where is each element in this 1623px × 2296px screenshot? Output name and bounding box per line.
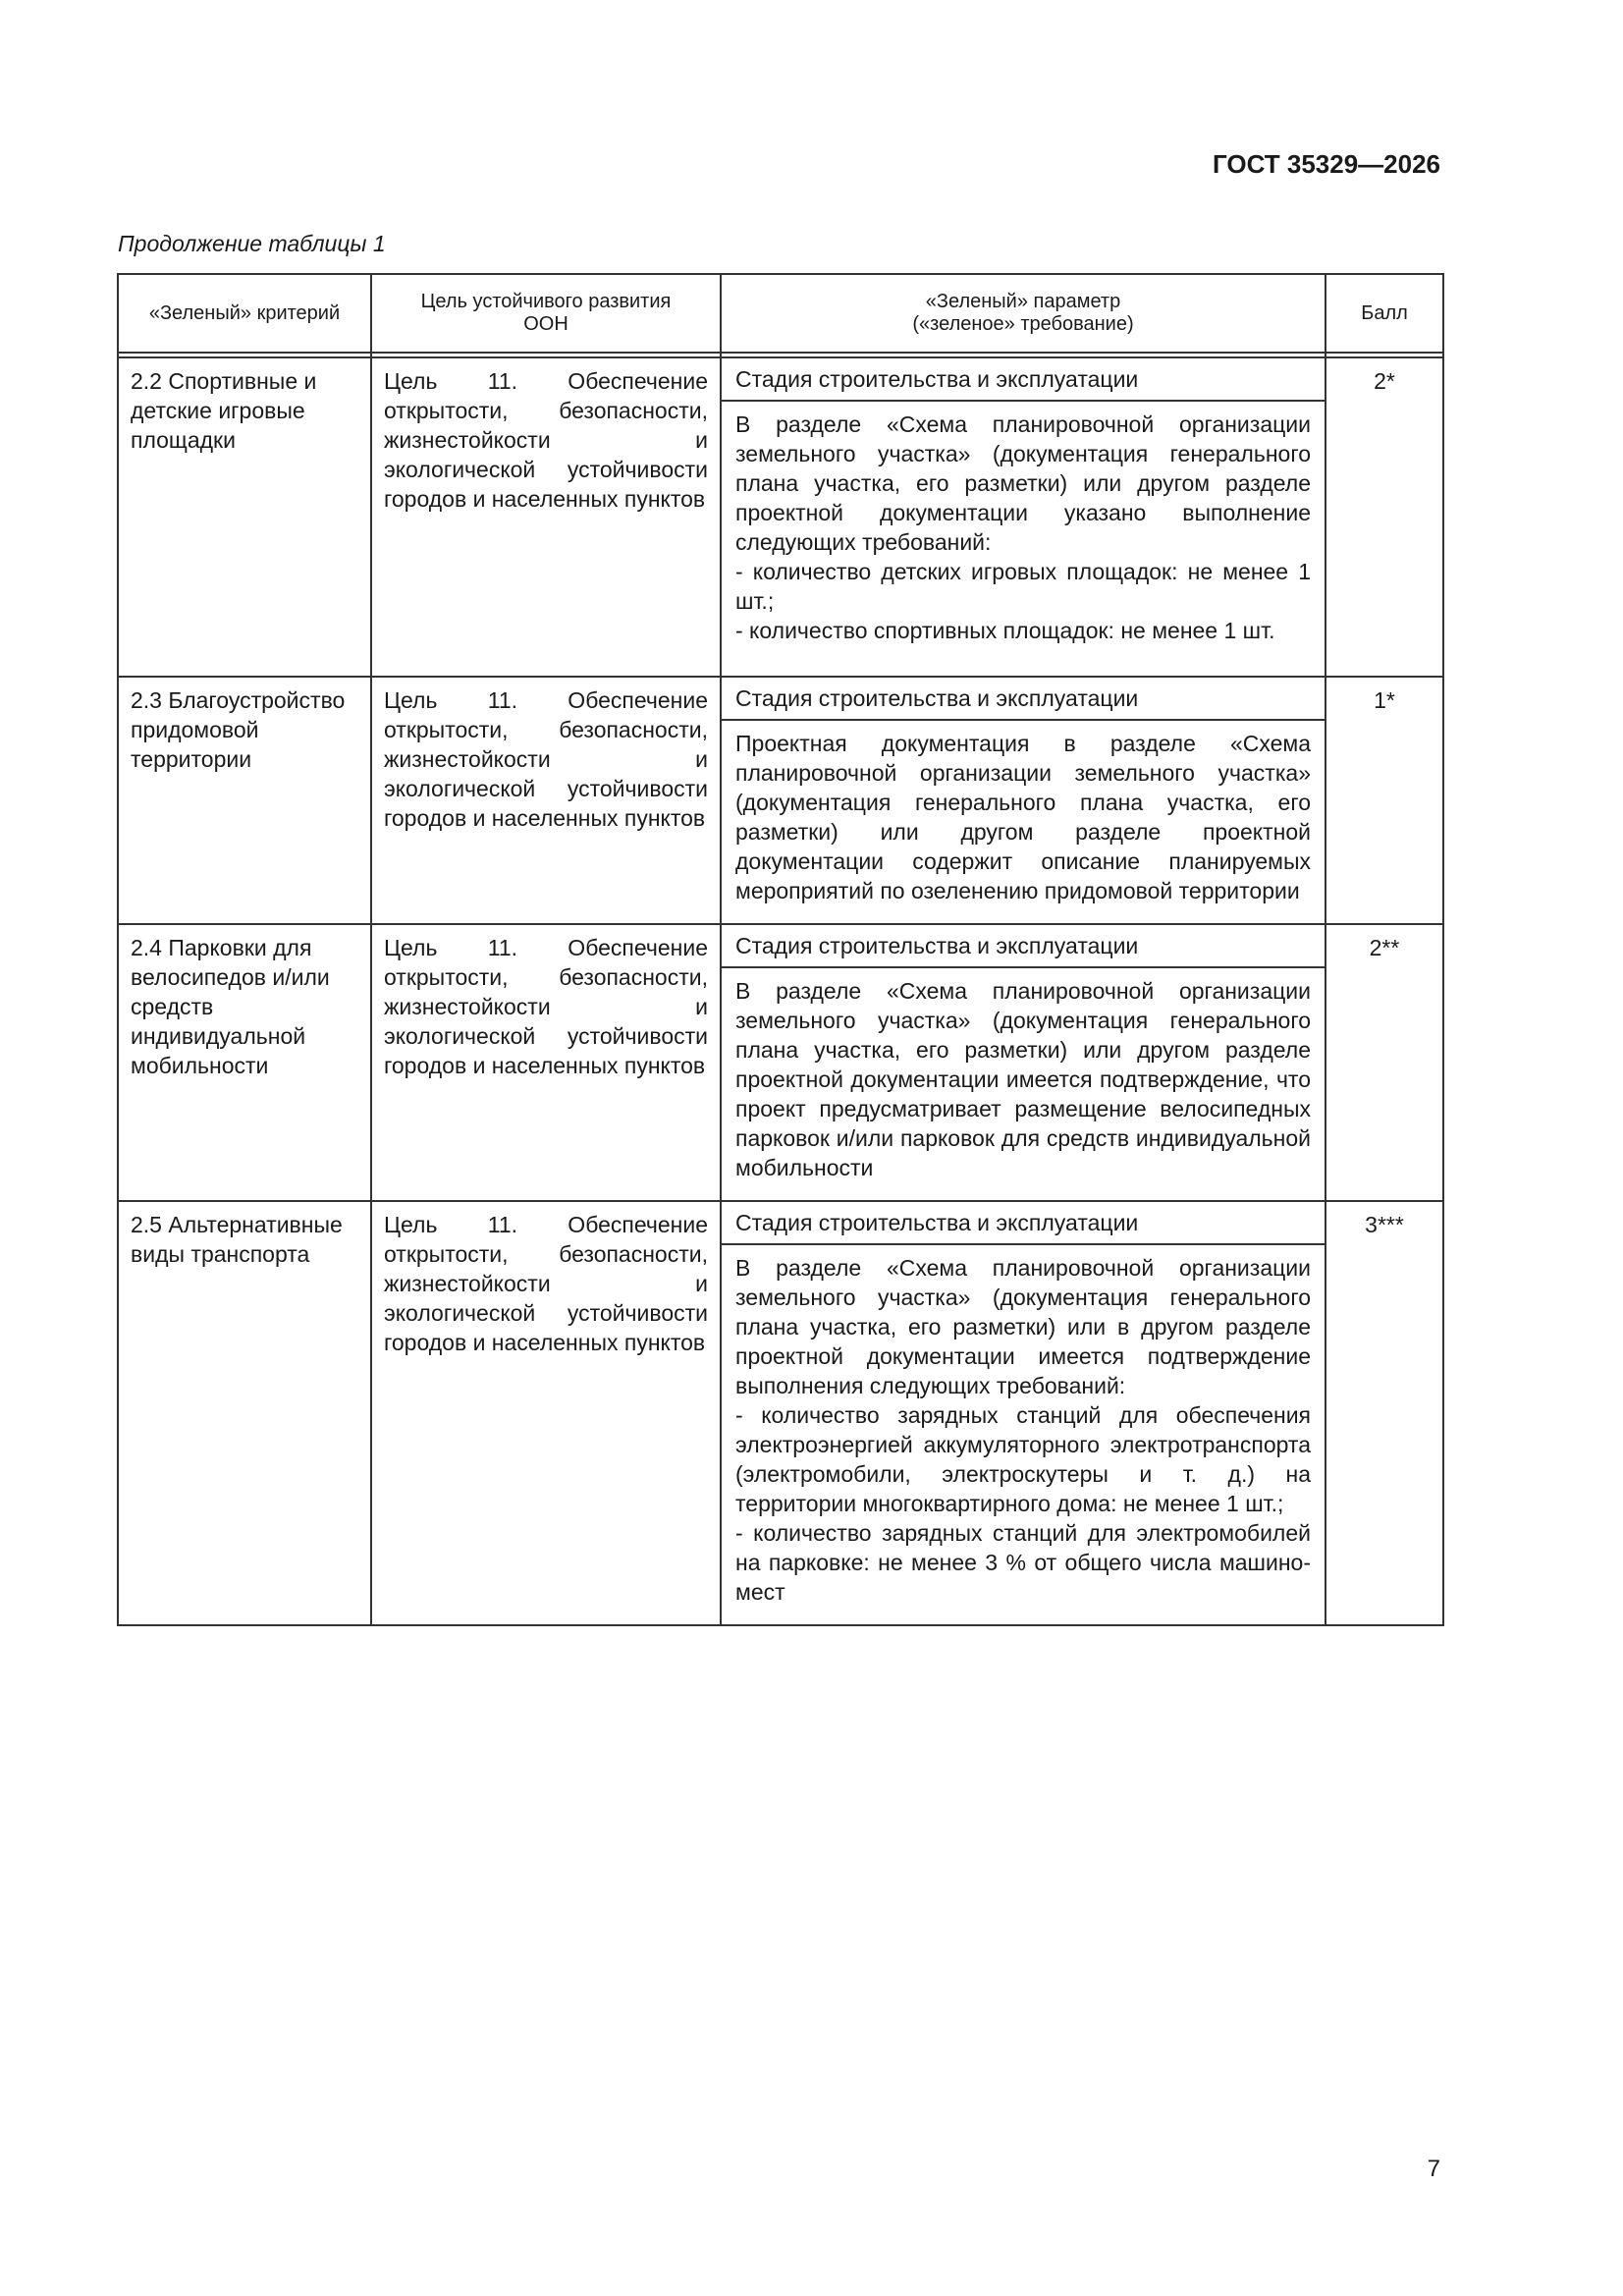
header-parameter: «Зеленый» параметр («зеленое» требование) [721,274,1325,353]
stage-label: Стадия строительства и эксплуатации [722,678,1325,721]
parameter-cell [721,357,1325,677]
parameter-cell [721,677,1325,924]
score-cell: 1* [1325,677,1443,924]
table-row [118,357,1443,677]
score-cell: 3*** [1325,1201,1443,1625]
table-header-row [118,274,1443,353]
goal-cell: Цель 11. Обеспечение открытости, безопасности, жизнестойкости и экологической устойчивости городов и населенных пунктов [371,677,721,924]
stage-label: Стадия строительства и эксплуатации [722,358,1325,402]
score-cell: 2** [1325,924,1443,1201]
requirement-text: В разделе «Схема планировочной организации земельного участка» (документация генерального плана участка, его разметки) или другом разделе проектной документации указано выполнение следующих требований: - количество детских игровых площадок: не менее 1 шт.; - количество спортивных площадок: не менее 1 шт. [735,411,1311,643]
criterion-cell: 2.3 Благоустройство придомовой территории [118,677,371,924]
table-row [118,924,1443,1201]
stage-label: Стадия строительства и эксплуатации [722,1202,1325,1245]
requirement-text: Проектная документация в разделе «Схема планировочной организации земельного участка» (документация генерального плана участка, его разметки) или другом разделе проектной документации содержит описание планируемых мероприятий по озеленению придомовой территории [735,731,1311,903]
stage-label: Стадия строительства и эксплуатации [722,925,1325,968]
criterion-cell: 2.4 Парковки для велосипедов и/или средств индивидуальной мобильности [118,924,371,1201]
header-goal: Цель устойчивого развития ООН [371,274,721,353]
goal-cell: Цель 11. Обеспечение открытости, безопасности, жизнестойкости и экологической устойчивости городов и населенных пунктов [371,924,721,1201]
page-number: 7 [1427,2156,1440,2182]
table-caption: Продолжение таблицы 1 [118,231,386,256]
header-criterion: «Зеленый» критерий [118,274,371,353]
table-row [118,677,1443,924]
goal-cell: Цель 11. Обеспечение открытости, безопасности, жизнестойкости и экологической устойчивости городов и населенных пунктов [371,357,721,677]
score-cell: 2* [1325,357,1443,677]
goal-cell: Цель 11. Обеспечение открытости, безопасности, жизнестойкости и экологической устойчивости городов и населенных пунктов [371,1201,721,1625]
criterion-cell: 2.5 Альтернативные виды транспорта [118,1201,371,1625]
criterion-cell: 2.2 Спортивные и детские игровые площадки [118,357,371,677]
requirement-text: В разделе «Схема планировочной организации земельного участка» (документация генерального плана участка, его разметки) или другом разделе проектной документации имеется подтверждение, что проект предусматривает размещение велосипедных парковок и/или парковок для средств индивидуальной мобильности [735,978,1311,1180]
table-row [118,1201,1443,1625]
header-score: Балл [1325,274,1443,353]
parameter-cell [721,1201,1325,1625]
criteria-table [117,273,1444,1626]
document-code: ГОСТ 35329—2026 [1213,149,1440,179]
requirement-text: В разделе «Схема планировочной организации земельного участка» (документация генерального плана участка, его разметки) или в другом разделе проектной документации имеется подтверждение выполнения следующих требований: - количество зарядных станций для обеспечения электроэнергией аккумуляторного электротранспорта (электромобили, электроскутеры и т. д.) на территории многоквартирного дома: не менее 1 шт.; - количество зарядных станций для электромобилей на парковке: не менее 3 % от общего числа машино-мест [735,1255,1311,1605]
parameter-cell [721,924,1325,1201]
